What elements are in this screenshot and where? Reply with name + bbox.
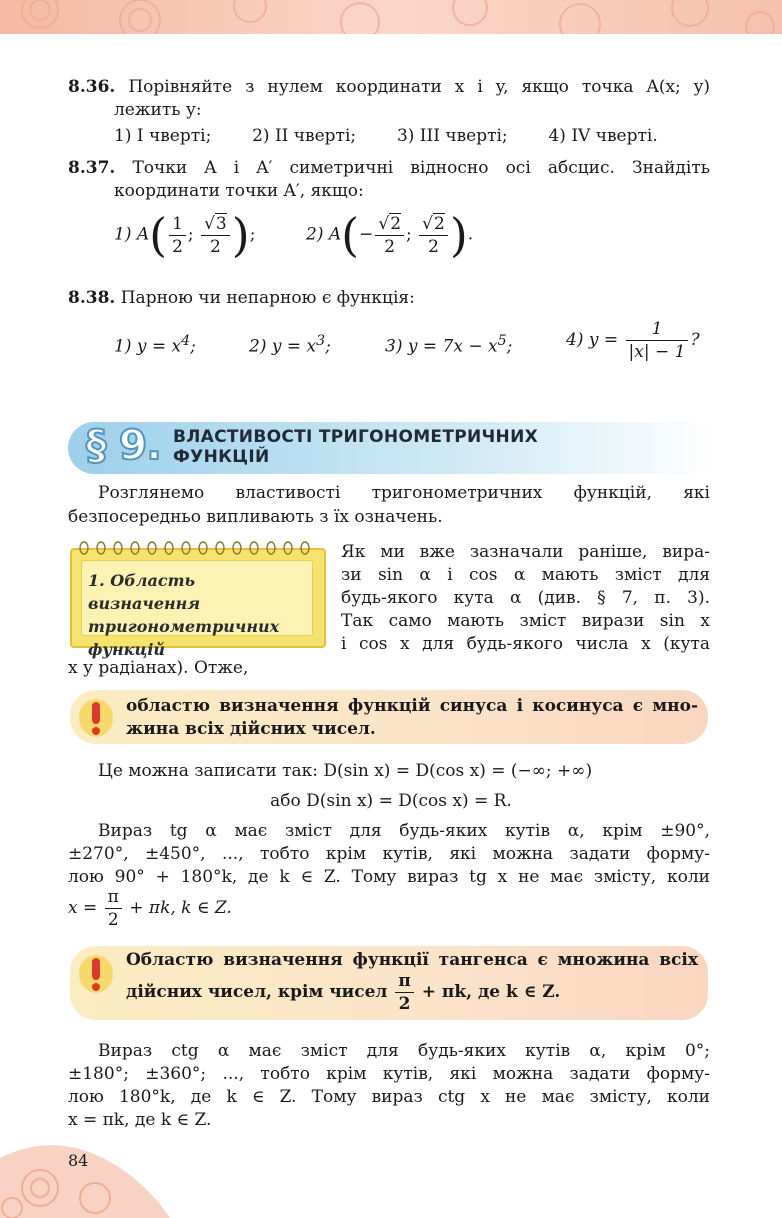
exercise-number: 8.37. (68, 158, 116, 178)
subtopic-title (88, 569, 312, 661)
intro-line1: Розглянемо властивості тригонометричних функцій, які (98, 483, 710, 503)
fraction-numerator: π (105, 886, 122, 909)
intro-line2: безпосередньо випливають з їх означень. (68, 507, 443, 527)
fraction-numerator: π (395, 970, 413, 993)
corner-swirl-icon (0, 1128, 170, 1218)
note-line: 1. Область визначення (88, 571, 201, 613)
point-label: 1) A (114, 224, 150, 245)
formula-line: Це можна записати так: D(sin x) = D(cos x) = (−∞; +∞) (98, 761, 593, 781)
section-number: § 9. (86, 421, 161, 469)
formula-part: x = (68, 898, 98, 918)
exercise-8-38-option3: 3) $y = 7x - x^5$; (385, 333, 513, 357)
exercise-8-37-line1 (68, 157, 710, 180)
exercise-8-37-option1: 1) A( $\frac{1}{2}$ ; $\frac{√3}{2}$ ); (114, 208, 256, 262)
exercise-number: 8.36. (68, 77, 116, 97)
exclamation-icon (76, 696, 116, 740)
para1-line: x у радіанах). Отже, (68, 658, 249, 678)
para2-line: ±270°, ±450°, ..., тобто крім кутів, які можна задати форму- (68, 844, 710, 864)
exercise-8-38-option4: 4) y = $\frac{1}{|x| - 1}$ ? (566, 319, 700, 362)
para1-line: зи sin α і cos α мають зміст для (341, 565, 710, 585)
option: 1) I чверті; (114, 126, 212, 146)
note-line: тригонометричних (88, 617, 280, 636)
point-label: 2) A (306, 224, 342, 245)
definition-line: жина всіх дійсних чисел. (126, 719, 376, 739)
para1-line: Так само мають зміст вирази sin x (341, 611, 710, 631)
fraction-denominator: 2 (107, 910, 119, 930)
option: 2) y = x (249, 336, 317, 357)
option: 3) III чверті; (396, 126, 508, 146)
note-paper (81, 560, 313, 659)
exercise-text: Точки A і A′ симетричні відносно осі абсцис. Знайдіть (132, 158, 710, 178)
para3-line: Вираз ctg α має зміст для будь-яких кутів α, крім 0°; (98, 1041, 710, 1061)
definition-line: Областю визначення функції тангенса є множина всіх (126, 950, 698, 970)
fraction-denominator: |x| − 1 (628, 342, 686, 362)
para2-line: Вираз tg α має зміст для будь-яких кутів α, крім ±90°, (98, 821, 710, 841)
exercise-8-38-option2: 2) $y = x^3$; (249, 333, 331, 357)
formula-line: або D(sin x) = D(cos x) = R. (270, 791, 512, 811)
exercise-text: Парною чи непарною є функція: (120, 288, 415, 308)
exclamation-icon (76, 952, 116, 996)
exponent: 4 (181, 333, 191, 349)
para1-line: Як ми вже зазначали раніше, вира- (341, 542, 710, 562)
para1-line: і cos x для будь-якого числа x (кута (341, 634, 710, 654)
definition-part: дійсних чисел, крім чисел (126, 982, 388, 1002)
spiral-binding-icon (76, 540, 316, 556)
exponent: 5 (497, 333, 507, 349)
option: 1) y = x (114, 336, 182, 357)
note-line: функцій (88, 640, 166, 659)
subtopic-note-card (70, 548, 326, 659)
exercise-8-36-line1 (68, 76, 710, 99)
option: 4) IV чверті. (548, 126, 658, 146)
exercise-8-36-options (114, 125, 658, 148)
section-title-line: ВЛАСТИВОСТІ ТРИГОНОМЕТРИЧНИХ (173, 427, 539, 447)
definition-part: + πk, де k ∈ Z. (421, 982, 561, 1002)
exercise-8-37-line2: координати точки A′, якщо: (114, 181, 364, 201)
para3-line: ±180°; ±360°; ..., тобто крім кутів, які можна задати форму- (68, 1064, 710, 1084)
section-title (173, 427, 538, 467)
para3-line: x = πk, де k ∈ Z. (68, 1110, 212, 1130)
swirl-pattern-icon (0, 0, 782, 34)
exponent: 3 (316, 333, 326, 349)
definition-line (126, 970, 560, 1015)
exercise-8-37-option2: 2) A(− $\frac{√2}{2}$ ; $\frac{√2}{2}$ ). (306, 208, 474, 262)
definition-line: областю визначення функцій синуса і косинуса є мно- (126, 696, 698, 716)
section-title-line: ФУНКЦІЙ (173, 447, 270, 467)
option: 2) II чверті; (252, 126, 357, 146)
para2-line: лою 90° + 180°k, де k ∈ Z. Тому вираз tg x не має змісту, коли (68, 867, 710, 887)
option: 3) y = 7x − x (385, 336, 498, 357)
option: 4) y = (566, 330, 619, 350)
para3-line: лою 180°k, де k ∈ Z. Тому вираз ctg x не має змісту, коли (68, 1087, 710, 1107)
top-decorative-band (0, 0, 782, 34)
exercise-text: Порівняйте з нулем координати x і y, якщо точка A(x; y) (128, 77, 710, 97)
fraction-denominator: 2 (398, 994, 411, 1014)
page-number: 84 (68, 1151, 89, 1170)
exercise-number: 8.38. (68, 288, 116, 308)
para2-formula (68, 886, 232, 931)
exercise-8-38-option1: 1) $y = x^4$; (114, 333, 196, 357)
formula-part: + πk, k ∈ Z. (129, 898, 232, 918)
fraction-numerator: 1 (626, 318, 689, 341)
para1-line: будь-якого кута α (див. § 7, п. 3). (341, 588, 710, 608)
exercise-8-38-line1 (68, 287, 415, 310)
exercise-8-36-line2: лежить у: (114, 100, 202, 120)
